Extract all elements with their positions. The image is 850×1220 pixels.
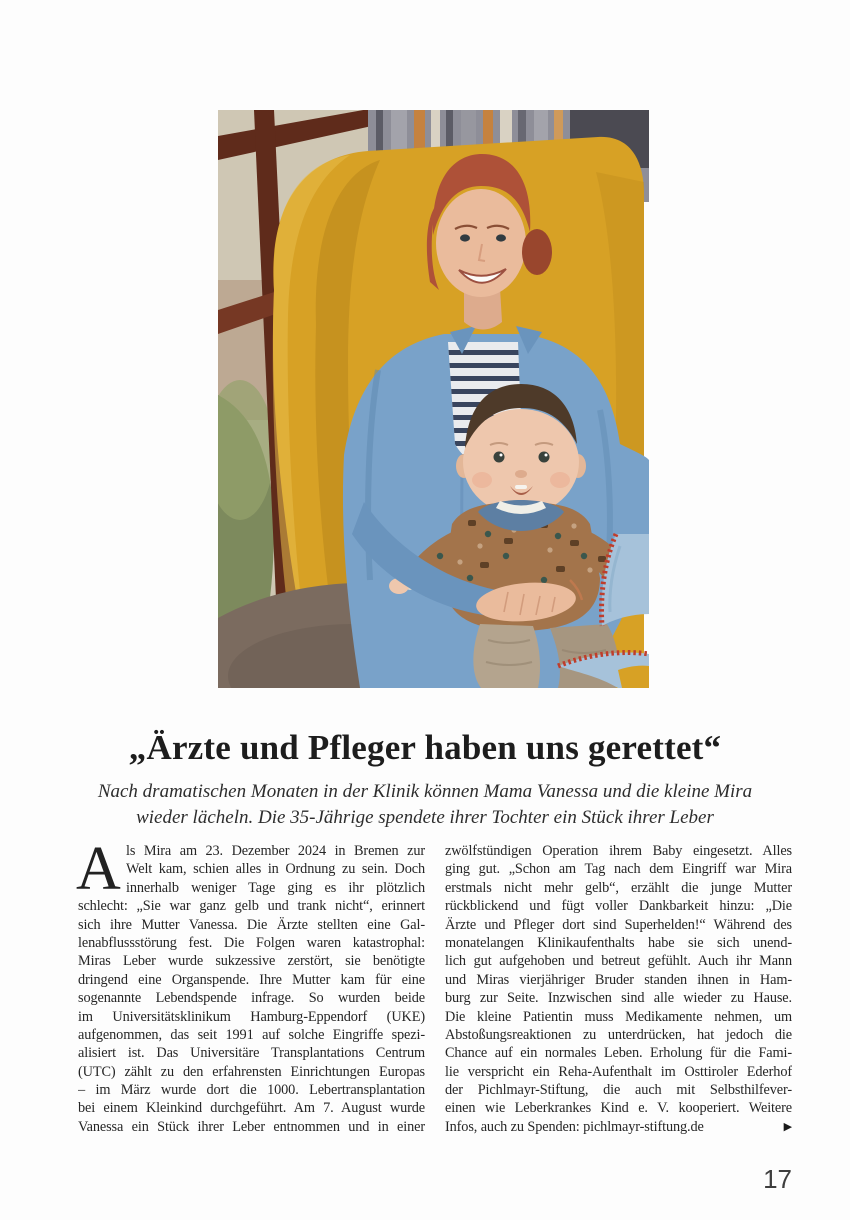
body-line: – im März wurde dort die 1000. Lebertransplantation	[78, 1082, 425, 1099]
body-line: (UTC) zählt zu den erfahrensten Einrichtungen Europas	[78, 1063, 425, 1080]
article-body	[76, 835, 792, 1136]
article-photo	[218, 110, 649, 688]
body-line: ging gut. „Schon am Tag nach dem Eingriff war Mira	[445, 861, 792, 878]
body-line: Die kleine Patientin muss Medikamente nehmen, um	[445, 1008, 792, 1025]
body-line: im Universitätsklinikum Hamburg-Eppendorf (UKE)	[78, 1008, 425, 1025]
article-subheadline	[60, 779, 790, 831]
body-line: sogenannte Lebendspende infrage. So wurden beide	[78, 990, 425, 1007]
body-line: aufgenommen, das seit 1991 auf solche Eingriffe spezi-	[78, 1026, 425, 1043]
body-line: lie verspricht ein Reha-Aufenthalt im Osttiroler Ederhof	[445, 1063, 792, 1080]
body-line: alisiert ist. Das Universitäre Transplantations Centrum	[78, 1045, 425, 1062]
body-line: Miras Leber wurde sukzessive zerstört, sie benötigte	[78, 953, 425, 970]
text-column-left	[76, 835, 425, 1136]
drop-cap: A	[76, 835, 121, 903]
body-line: rückblickend und fügt voller Dankbarkeit hinzu: „Die	[445, 898, 792, 915]
body-line: Chance auf ein normales Leben. Erholung für die Fami-	[445, 1045, 792, 1062]
body-line-text: Infos, auch zu Spenden: pichlmayr-stiftung.de	[445, 1118, 704, 1135]
body-line: Ärzte und Pfleger dort sind Superhelden!“ Während des	[445, 916, 792, 933]
body-line: bei einem Kleinkind durchgeführt. Am 7. August wurde	[78, 1100, 425, 1117]
body-line: dringend eine Organspende. Ihre Mutter kam für eine	[78, 971, 425, 988]
subheadline-line: wieder lächeln. Die 35-Jährige spendete ihrer Tochter ein Stück ihrer Leber	[136, 807, 714, 828]
page-number: 17	[763, 1164, 792, 1194]
photo-illustration	[218, 110, 649, 688]
body-line: innerhalb weniger Tage ging es ihr plötzlich	[126, 879, 425, 896]
body-line: ls Mira am 23. Dezember 2024 in Bremen zur	[126, 843, 425, 859]
body-line: Abstoßungsreaktionen zu unterdrücken, hat jedoch die	[445, 1026, 792, 1043]
body-line: zwölfstündigen Operation ihrem Baby eingesetzt. Alles	[445, 843, 792, 859]
body-line: burg zur Seite. Inzwischen sind alle wieder zu Hause.	[445, 990, 792, 1007]
body-line: sich ihre Mutter Vanessa. Die Ärzte stellten eine Gal-	[78, 916, 425, 933]
body-line: lich gut aufgehoben und betreut gefühlt. Auch ihr Mann	[445, 953, 792, 970]
more-arrow-icon: ▶	[783, 1119, 792, 1133]
body-line: schlecht: „Sie war ganz gelb und trank nicht“, erinnert	[78, 898, 425, 915]
body-line	[445, 1118, 792, 1136]
body-line: der Pichlmayr-Stiftung, die auch mit Selbsthilfever-	[445, 1082, 792, 1099]
article-headline: „Ärzte und Pfleger haben uns gerettet“	[128, 728, 722, 767]
body-line: einen wie Leberkrankes Kind e. V. kooperiert. Weitere	[445, 1100, 792, 1117]
body-line: und Miras vierjähriger Bruder standen ihnen in Ham-	[445, 971, 792, 988]
subheadline-line: Nach dramatischen Monaten in der Klinik können Mama Vanessa und die kleine Mira	[97, 781, 753, 802]
body-line: erstmals nicht mehr gelb“, erzählt die junge Mutter	[445, 879, 792, 896]
body-line: lenabflussstörung fest. Die Folgen waren katastrophal:	[78, 934, 425, 951]
body-line: monatelangen Klinikaufenthalts habe sie sich unend-	[445, 934, 792, 951]
body-line: Vanessa ein Stück ihrer Leber entnommen und in einer	[78, 1118, 425, 1135]
body-line: Welt kam, schien alles in Ordnung zu sein. Doch	[126, 861, 425, 878]
text-column-right	[445, 842, 792, 1136]
